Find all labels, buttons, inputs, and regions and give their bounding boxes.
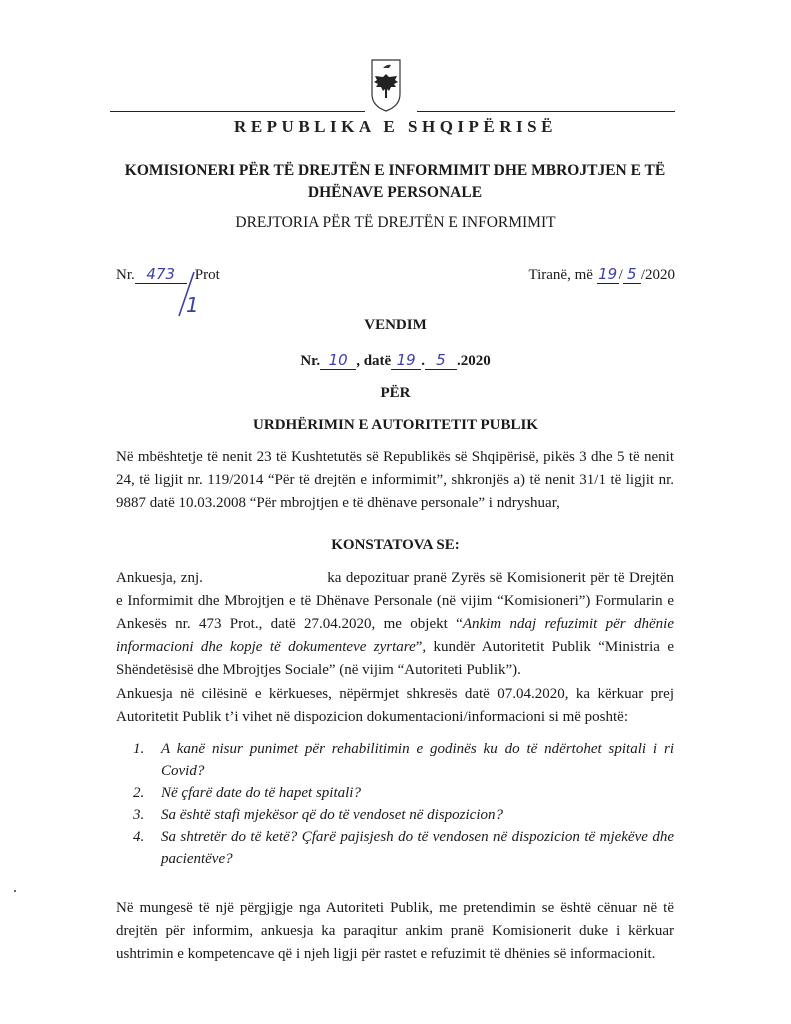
date-day-handwritten: 19 xyxy=(598,265,618,283)
coat-of-arms-icon xyxy=(370,58,402,112)
protocol-sub-number: 1 xyxy=(186,293,199,317)
list-item: 4. Sa shtretër do të ketë? Çfarë pajisjesh do të vendosen në dispozicion të mjekëve dhe pacientëve? xyxy=(133,829,674,867)
list-item: 3. Sa është stafi mjekësor që do të vendoset në dispozicion? xyxy=(133,807,504,823)
decision-date-sep: . xyxy=(421,353,425,369)
findings-heading: KONSTATOVA SE: xyxy=(331,537,460,553)
decision-date-year: .2020 xyxy=(456,353,491,369)
questions-list xyxy=(133,738,674,870)
scan-speck xyxy=(14,890,16,892)
protocol-number xyxy=(116,265,220,284)
decision-month-handwritten: 5 xyxy=(425,351,457,370)
date-month-handwritten: 5 xyxy=(623,265,641,284)
decision-title: VENDIM xyxy=(364,317,427,333)
request-paragraph: Ankuesja në cilësinë e kërkueses, nëpërmjet shkresës datë 07.04.2020, ka kërkuar prej Autoritetit Publik t’i vihet në dispozicion dokumentacioni/informacioni si më poshtë: xyxy=(116,686,674,725)
conclusion-paragraph: Në mungesë të një përgjigje nga Autoriteti Publik, me pretendimin se është cënuar në të drejtën për informim, ankuesja ka paraqitur ankim pranë Komisionerit duke i kërkuar ushtrimin e kompetencave që i njeh ligji për rastet e refuzimit të dhënies së informacionit. xyxy=(116,900,674,962)
protocol-prefix: Nr. xyxy=(116,267,135,283)
decision-subject: URDHËRIMIN E AUTORITETIT PUBLIK xyxy=(253,417,538,433)
complaint-object: Ankim ndaj refuzimit për dhënie informacioni dhe kopje të dokumenteve zyrtare xyxy=(116,616,674,655)
header-rule-right xyxy=(417,111,675,112)
directorate-title: DREJTORIA PËR TË DREJTËN E INFORMIMIT xyxy=(235,214,556,231)
list-item: 2. Në çfarë date do të hapet spitali? xyxy=(133,785,361,801)
decision-date-prefix: , datë xyxy=(356,353,392,369)
republic-title: REPUBLIKA E SHQIPËRISË xyxy=(234,117,557,136)
complaint-text-2: ”, kundër Autoritetit Publik “Ministria e Shëndetësisë dhe Mbrojtjes Sociale” (në vijim “Autoriteti Publik”). xyxy=(116,639,674,678)
complaint-paragraph xyxy=(116,567,674,682)
date-year: /2020 xyxy=(640,267,675,283)
decision-number-handwritten: 10 xyxy=(320,351,356,370)
decision-day-handwritten: 19 xyxy=(391,351,421,370)
decision-number-line xyxy=(0,351,791,370)
commissioner-title: KOMISIONERI PËR TË DREJTËN E INFORMIMIT DHE MBROJTJEN E TË DHËNAVE PERSONALE xyxy=(124,162,666,201)
header-rule-left xyxy=(110,111,365,112)
legal-basis-paragraph: Në mbështetje të nenit 23 të Kushtetutës së Republikës së Shqipërisë, pikës 3 dhe 5 të nenit 24, të ligjit nr. 119/2014 “Për të drejtën e informimit”, shkronjës a) të nenit 31/1 të ligjit nr. 9887 datë 10.03.2008 “Për mbrojtjen e të dhënave personale” i ndryshuar, xyxy=(116,449,674,511)
complaint-text-1: ka depozituar pranë Zyrës së Komisionerit për të Drejtën e Informimit dhe Mbrojtjen e të Dhënave Personale (në vijim “Komisioneri”) Formularin e Ankesës nr. 473 Prot., datë 27.04.2020, me objekt “ xyxy=(116,570,674,632)
decision-for: PËR xyxy=(380,385,411,401)
complainant-label: Ankuesja, znj. xyxy=(116,570,203,586)
protocol-suffix: Prot xyxy=(194,267,220,283)
place-prefix: Tiranë, më xyxy=(528,267,593,283)
protocol-number-handwritten: 473 xyxy=(135,265,187,284)
place-date: Tiranë, më 19/ 5 /2020 xyxy=(528,265,675,283)
list-item: 1. A kanë nisur punimet për rehabilitimin e godinës ku do të ndërtohet spitali i ri Covid? xyxy=(133,741,674,779)
decision-nr-prefix: Nr. xyxy=(300,353,321,369)
